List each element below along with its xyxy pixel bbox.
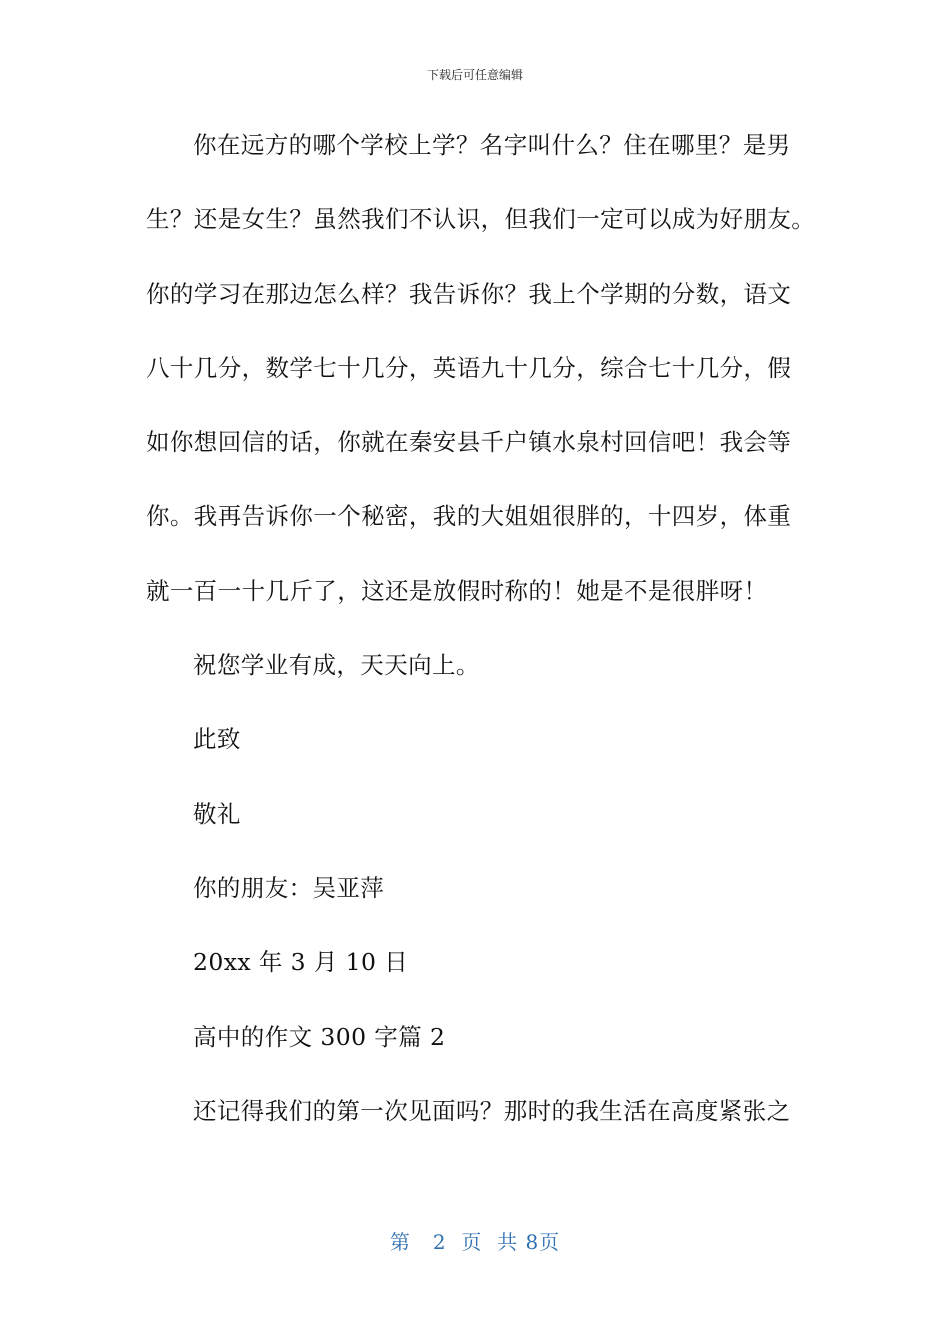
paragraph-line-6: 你。我再告诉你一个秘密，我的大姐姐很胖的，十四岁，体重 <box>146 502 792 531</box>
paragraph-line-5: 如你想回信的话，你就在秦安县千户镇水泉村回信吧！我会等 <box>146 428 792 457</box>
closing-regards: 敬礼 <box>193 799 241 828</box>
footer-label-page: 第 <box>389 1230 411 1254</box>
footer-label-ye: 页 <box>461 1230 483 1254</box>
paragraph-line-next: 还记得我们的第一次见面吗？那时的我生活在高度紧张之 <box>193 1096 791 1125</box>
paragraph-line-4: 八十几分，数学七十几分，英语九十几分，综合七十几分，假 <box>146 353 792 382</box>
letter-date: 20xx 年 3 月 10 日 <box>193 948 409 977</box>
page-header-note: 下载后可任意编辑 <box>426 68 523 82</box>
signature: 你的朋友：吴亚萍 <box>193 873 385 902</box>
footer-total-pages: 8页 <box>525 1230 561 1254</box>
paragraph-line-3: 你的学习在那边怎么样？我告诉你？我上个学期的分数，语文 <box>146 279 792 308</box>
paragraph-line-1: 你在远方的哪个学校上学？名字叫什么？住在哪里？是男 <box>193 131 791 159</box>
document-body <box>146 122 816 1162</box>
closing-wish: 祝您学业有成，天天向上。 <box>193 651 480 680</box>
paragraph-line-7: 就一百一十几斤了，这还是放假时称的！她是不是很胖呀！ <box>146 576 768 605</box>
footer-label-total: 共 <box>497 1230 519 1254</box>
paragraph-line-2: 生？还是女生？虽然我们不认识，但我们一定可以成为好朋友。 <box>146 205 816 234</box>
page-footer <box>0 1226 950 1255</box>
footer-current-page: 2 <box>432 1230 447 1254</box>
section-title: 高中的作文 300 字篇 2 <box>193 1022 446 1051</box>
closing-salutation: 此致 <box>193 725 241 754</box>
